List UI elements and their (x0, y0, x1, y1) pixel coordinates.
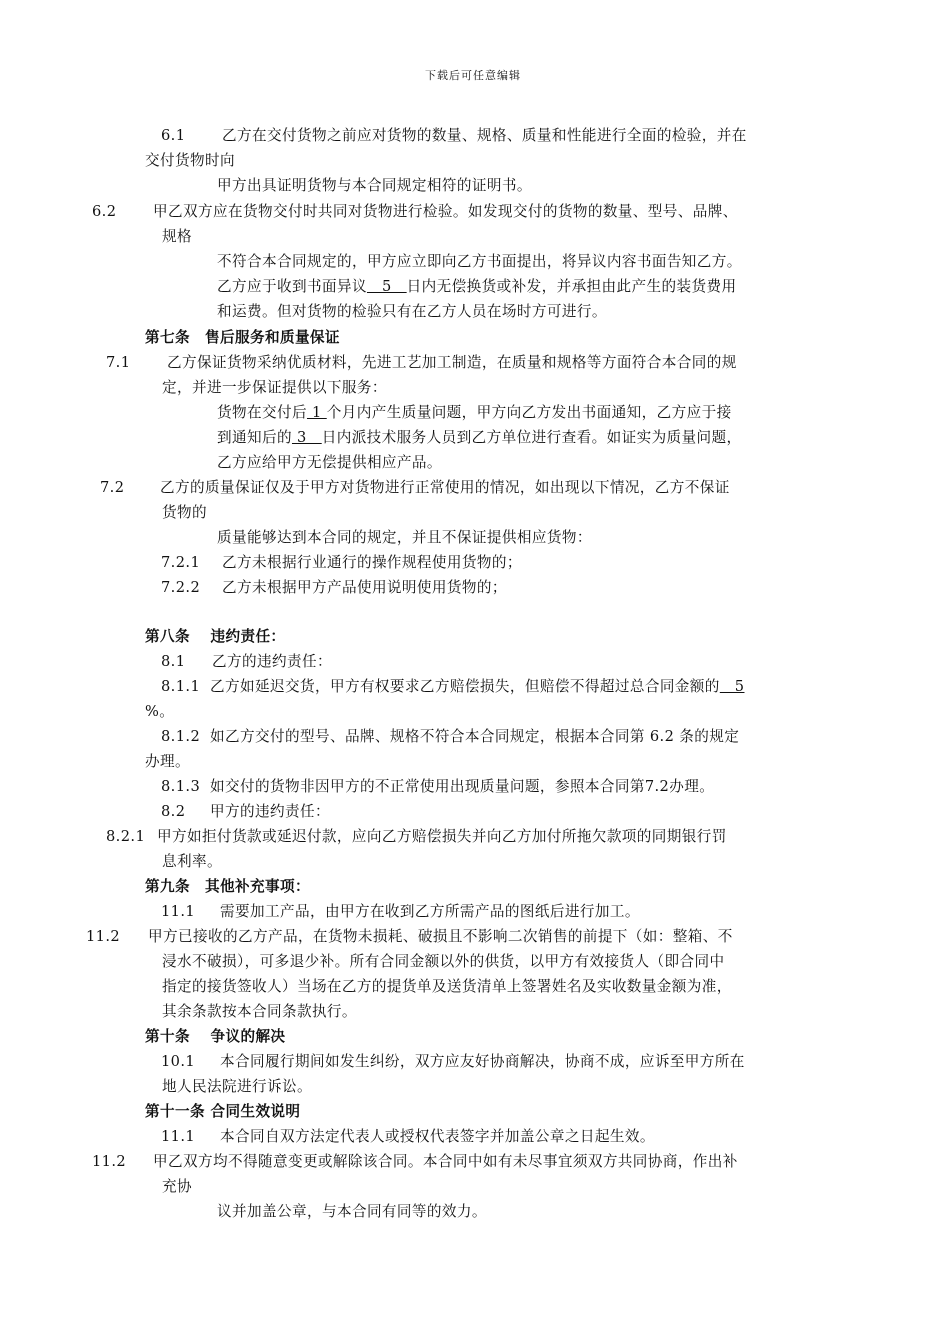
fill-in-value: 1 (306, 404, 327, 421)
clause-text: 本合同履行期间如发生纠纷，双方应友好协商解决，协商不成，应诉至甲方所在 (220, 1053, 745, 1070)
clause-text (217, 403, 732, 423)
clause-text: 乙方未根据甲方产品使用说明使用货物的； (222, 579, 507, 596)
clause-text: 规格 (162, 228, 192, 245)
clause-number: 7.2.2 (161, 579, 201, 596)
clause-text: 甲方出具证明货物与本合同规定相符的证明书。 (217, 177, 532, 194)
clause-text: 指定的接货签收人）当场在乙方的提货单及送货清单上签署姓名及实收数量金额为准， (162, 978, 732, 995)
clause-text-part: 个月内产生质量问题，甲方向乙方发出书面通知，乙方应于接 (326, 404, 732, 421)
article-heading: 第八条 违约责任： (145, 628, 286, 645)
clause-text-part: 日内无偿换货或补发，并承担由此产生的装货费用 (406, 278, 737, 295)
clause-text: 和运费。但对货物的检验只有在乙方人员在场时方可进行。 (217, 303, 607, 320)
clause-text: 浸水不破损），可多退少补。所有合同金额以外的供货，以甲方有效接货人（即合同中 (162, 953, 725, 970)
clause-number: 11.2 (92, 1153, 127, 1170)
article-heading: 第十一条 合同生效说明 (145, 1103, 301, 1120)
page-header: 下载后可任意编辑 (425, 69, 521, 82)
clause-number: 11.2 (86, 928, 121, 945)
clause-text: 乙方的违约责任： (212, 653, 332, 670)
clause-text: 质量能够达到本合同的规定，并且不保证提供相应货物： (217, 529, 592, 546)
clause-text: 甲方已接收的乙方产品，在货物未损耗、破损且不影响二次销售的前提下（如：整箱、不 (148, 928, 733, 945)
clause-number: 7.2.1 (161, 554, 201, 571)
clause-text: 其余条款按本合同条款执行。 (162, 1003, 357, 1020)
clause-text-part: 货物在交付后 (217, 404, 307, 421)
fill-in-value: 5 (366, 278, 407, 295)
clause-number: 8.1 (161, 653, 186, 670)
clause-text-part: 日内派技术服务人员到乙方单位进行查看。如证实为质量问题， (321, 429, 742, 446)
clause-text: 本合同自双方法定代表人或授权代表签字并加盖公章之日起生效。 (220, 1128, 655, 1145)
article-heading: 第十条 争议的解决 (145, 1028, 286, 1045)
fill-in-value: 3 (291, 429, 322, 446)
clause-text: 甲方如拒付货款或延迟付款，应向乙方赔偿损失并向乙方加付所拖欠款项的同期银行罚 (157, 828, 727, 845)
clause-number: 7.1 (106, 354, 131, 371)
clause-text: 甲乙双方应在货物交付时共同对货物进行检验。如发现交付的货物的数量、型号、品牌、 (153, 203, 738, 220)
clause-text: 息利率。 (162, 853, 222, 870)
clause-text: %。 (145, 703, 175, 720)
clause-number: 8.2.1 (106, 828, 146, 845)
clause-text-part: 乙方如延迟交货，甲方有权要求乙方赔偿损失，但赔偿不得超过总合同金额的 (210, 678, 720, 695)
clause-number: 8.1.3 (161, 778, 201, 795)
clause-number: 8.1.1 (161, 678, 201, 695)
clause-text: 乙方保证货物采纳优质材料，先进工艺加工制造，在质量和规格等方面符合本合同的规 (167, 354, 737, 371)
clause-text: 甲方的违约责任： (210, 803, 330, 820)
clause-text: 如交付的货物非因甲方的不正常使用出现质量问题，参照本合同第7.2办理。 (210, 778, 715, 795)
clause-text: 货物的 (162, 504, 207, 521)
clause-text: 需要加工产品，由甲方在收到乙方所需产品的图纸后进行加工。 (220, 903, 640, 920)
clause-number: 7.2 (100, 479, 125, 496)
clause-text: 乙方的质量保证仅及于甲方对货物进行正常使用的情况，如出现以下情况，乙方不保证 (160, 479, 730, 496)
clause-text: 不符合本合同规定的，甲方应立即向乙方书面提出，将异议内容书面告知乙方。 (217, 253, 742, 270)
clause-text (210, 677, 744, 697)
clause-text: 乙方在交付货物之前应对货物的数量、规格、质量和性能进行全面的检验，并在 (222, 127, 747, 144)
clause-text (217, 277, 737, 297)
clause-text: 议并加盖公章，与本合同有同等的效力。 (217, 1203, 487, 1220)
clause-number: 8.2 (161, 803, 186, 820)
clause-text: 如乙方交付的型号、品牌、规格不符合本合同规定，根据本合同第 6.2 条的规定 (210, 728, 740, 745)
clause-number: 11.1 (161, 1128, 196, 1145)
clause-text: 定，并进一步保证提供以下服务： (162, 379, 387, 396)
clause-number: 6.1 (161, 127, 186, 144)
clause-number: 6.2 (92, 203, 117, 220)
clause-text: 乙方未根据行业通行的操作规程使用货物的； (222, 554, 522, 571)
clause-text-part: 乙方应于收到书面异议 (217, 278, 367, 295)
clause-text: 地人民法院进行诉讼。 (162, 1078, 312, 1095)
article-heading: 第九条 其他补充事项： (145, 878, 310, 895)
clause-text: 办理。 (145, 753, 190, 770)
clause-text: 充协 (162, 1178, 192, 1195)
clause-text (217, 428, 742, 448)
article-heading: 第七条 售后服务和质量保证 (145, 329, 340, 346)
clause-text: 甲乙双方均不得随意变更或解除该合同。本合同中如有未尽事宜须双方共同协商，作出补 (153, 1153, 738, 1170)
clause-text: 交付货物时向 (145, 152, 235, 169)
clause-number: 11.1 (161, 903, 196, 920)
clause-number: 8.1.2 (161, 728, 201, 745)
clause-text: 乙方应给甲方无偿提供相应产品。 (217, 454, 442, 471)
clause-number: 10.1 (161, 1053, 196, 1070)
fill-in-value: 5 (719, 678, 745, 695)
clause-text-part: 到通知后的 (217, 429, 292, 446)
